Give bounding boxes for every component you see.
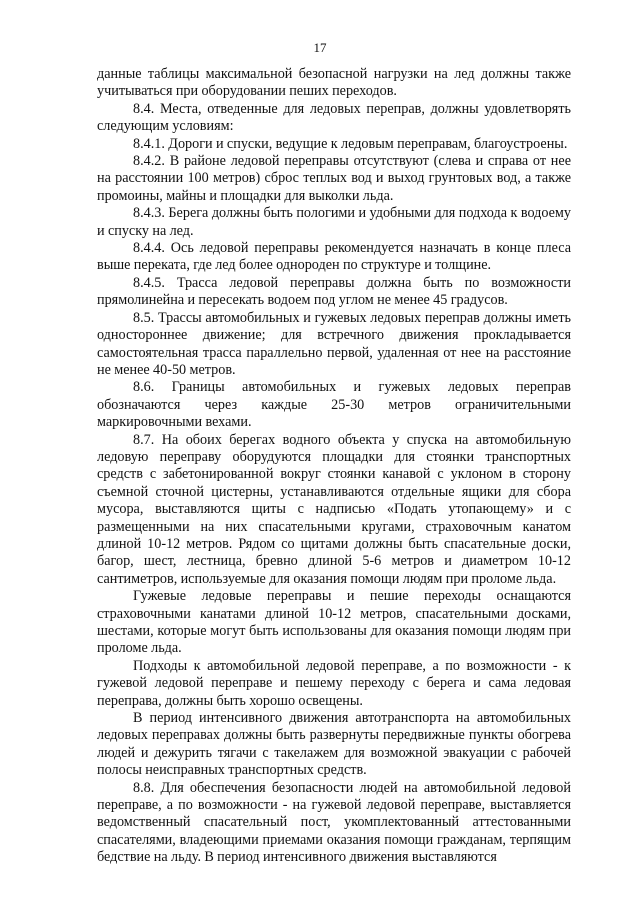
paragraph-8-4-1: 8.4.1. Дороги и спуски, ведущие к ледовым переправам, благоустроены.: [133, 135, 568, 152]
paragraph-continuation: данные таблицы максимальной безопасной нагрузки на лед должны также учитываться при оборудовании пеших переходов.: [97, 66, 571, 100]
paragraph-8-4-3: 8.4.3. Берега должны быть пологими и удобными для подхода к водоему и спуску на лед.: [97, 205, 571, 239]
page-number: 17: [313, 40, 327, 55]
paragraph-8-4: 8.4. Места, отведенные для ледовых переправ, должны удовлетворять следующим условиям:: [97, 100, 571, 135]
paragraph-8-6: 8.6. Границы автомобильных и гужевых ледовых переправ обозначаются через каждые 25-30 метров ограничительными маркировочными вехами.: [97, 379, 571, 431]
paragraph-8-4-2: 8.4.2. В районе ледовой переправы отсутствуют (слева и справа от нее на расстоянии 100 метров) сброс теплых вод и выход грунтовых вод, а также промоины, майны и площадки для выколки льда.: [97, 153, 571, 204]
paragraph-8-5: 8.5. Трассы автомобильных и гужевых ледовых переправ должны иметь одностороннее движение; для встречного движения прокладывается самостоятельная трасса параллельно первой, удаленная от нее на расстояние не менее 40-50 метров.: [97, 309, 571, 378]
paragraph-horse-crossings: Гужевые ледовые переправы и пешие переходы оснащаются страховочными канатами длиной 10-12 метров, спасательными досками, шестами, которые могут быть использованы для оказания помощи людям при проломе льда.: [97, 588, 571, 657]
paragraph-8-8: 8.8. Для обеспечения безопасности людей на автомобильной ледовой переправе, а по возможности - на гужевой ледовой переправе, выставляется ведомственный спасательный пост, укомплектованный аттестованными спасателями, владеющими приемами оказания помощи гражданам, терпящим бедствие на льду. В период интенсивного движения выставляются: [97, 779, 571, 866]
body-text: [97, 66, 571, 867]
paragraph-approaches: Подходы к автомобильной ледовой переправе, а по возможности - к гужевой ледовой переправе и пешему переходу с берега и сама ледовая переправа, должны быть хорошо освещены.: [97, 657, 571, 709]
paragraph-8-4-4: 8.4.4. Ось ледовой переправы рекомендуется назначать в конце плеса выше переката, где лед более однороден по структуре и толщине.: [97, 240, 571, 274]
paragraph-8-4-5: 8.4.5. Трасса ледовой переправы должна быть по возможности прямолинейна и пересекать водоем под углом не менее 45 градусов.: [97, 274, 571, 309]
paragraph-intensive-traffic: В период интенсивного движения автотранспорта на автомобильных ледовых переправах должны быть развернуты передвижные пункты обогрева людей и дежурить тягачи с такелажем для возможной эвакуации с рабочей полосы неисправных транспортных средств.: [97, 710, 571, 779]
paragraph-8-7: 8.7. На обоих берегах водного объекта у спуска на автомобильную ледовую переправу оборудуются площадки для стоянки транспортных средств с забетонированной вокруг стоянки канавой с уклоном в сторону съемной сточной цистерны, устанавливаются отдельные ящики для сбора мусора, выставляются щиты с надписью «Подать утопающему» и с размещенными на них спасательными кругами, страховочным канатом длиной 10-12 метров. Рядом со щитами должны быть спасательные доски, багор, шест, лестница, бревно длиной 5-6 метров и диаметром 10-12 сантиметров, используемые для оказания помощи людям при проломе льда.: [97, 431, 571, 587]
